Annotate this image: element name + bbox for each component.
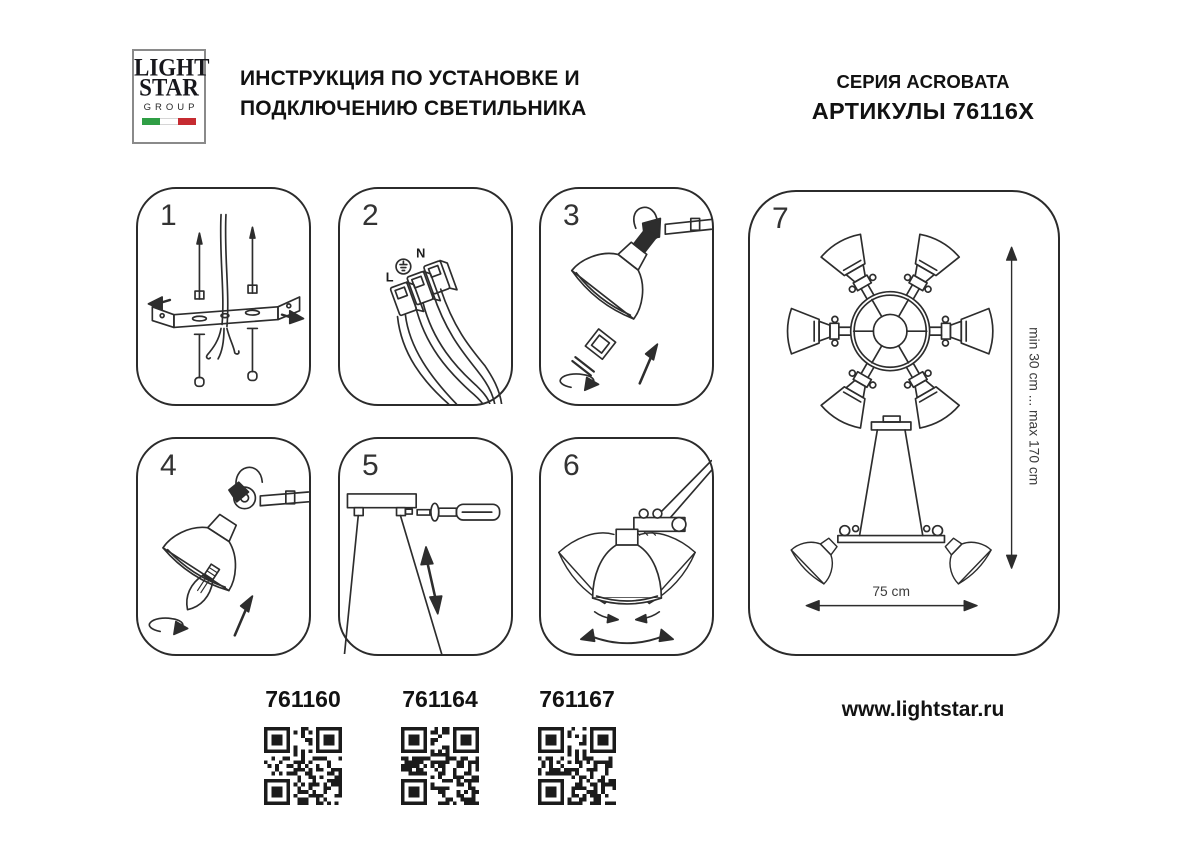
- screwdriver-icon: [417, 503, 499, 521]
- panel-1-mounting-bracket: [136, 187, 311, 406]
- panel-4-number: 4: [160, 449, 177, 482]
- panel-1-number: 1: [160, 199, 177, 232]
- up-down-arrow-icon: [421, 547, 442, 614]
- earth-icon: [396, 259, 411, 274]
- page-title-line1: ИНСТРУКЦИЯ ПО УСТАНОВКЕ И: [240, 67, 580, 90]
- logo-light: LIGHT: [134, 53, 210, 81]
- article-group-3: [517, 686, 637, 805]
- rotate-arrow-icon: [560, 374, 598, 390]
- bulb-install-diagram: [138, 439, 309, 654]
- website-url: www.lightstar.ru: [841, 698, 1005, 721]
- height-dimension-label: min 30 cm ... max 170 cm: [1026, 327, 1043, 486]
- width-dimension-label: 75 cm: [872, 582, 910, 599]
- qr-code: [538, 727, 616, 805]
- width-dimension: [806, 601, 977, 611]
- label-l: L: [385, 269, 394, 285]
- article-number: 761164: [402, 686, 478, 712]
- up-arrow-icon: [640, 344, 658, 383]
- height-adjust-diagram: [340, 439, 511, 654]
- qr-code: [401, 727, 479, 805]
- shade-mount-diagram: [541, 189, 712, 404]
- series-title: СЕРИЯ ACROBATA: [836, 71, 1010, 92]
- rotate-arrow-icon: [149, 618, 187, 634]
- panel-6-shade-rotate: [539, 437, 714, 656]
- height-dimension: [1007, 247, 1017, 568]
- panel-7-dimensions: [748, 190, 1060, 656]
- page-title: [240, 64, 660, 124]
- panel-6-number: 6: [563, 449, 580, 482]
- italian-flag-icon: [142, 118, 196, 125]
- logo-star: STAR: [139, 73, 199, 101]
- bracket-diagram: [138, 189, 309, 404]
- lightstar-logo: [132, 49, 210, 144]
- shade-rotate-diagram: [541, 439, 712, 654]
- logo-group: GROUP: [143, 102, 199, 113]
- article-number: 761167: [539, 686, 615, 712]
- panel-4-bulb-install: [136, 437, 311, 656]
- article-number: 761160: [265, 686, 341, 712]
- articles-title: АРТИКУЛЫ 76116X: [811, 98, 1035, 124]
- article-group-2: [380, 686, 500, 805]
- panel-2-wiring-terminal: [338, 187, 513, 406]
- panel-3-shade-ring: [539, 187, 714, 406]
- panel-3-number: 3: [563, 199, 580, 232]
- panel-5-height-adjust: [338, 437, 513, 656]
- swing-arrow-icon: [581, 629, 673, 643]
- qr-code: [264, 727, 342, 805]
- wiring-diagram: [340, 189, 511, 404]
- panel-5-number: 5: [362, 449, 379, 482]
- panel-7-number: 7: [772, 202, 789, 235]
- page-title-line2: ПОДКЛЮЧЕНИЮ СВЕТИЛЬНИКА: [240, 97, 587, 120]
- dimensions-diagram: [750, 192, 1058, 654]
- article-group-1: [243, 686, 363, 805]
- up-arrow-icon: [235, 596, 253, 635]
- label-n: N: [416, 245, 426, 261]
- panel-2-number: 2: [362, 199, 379, 232]
